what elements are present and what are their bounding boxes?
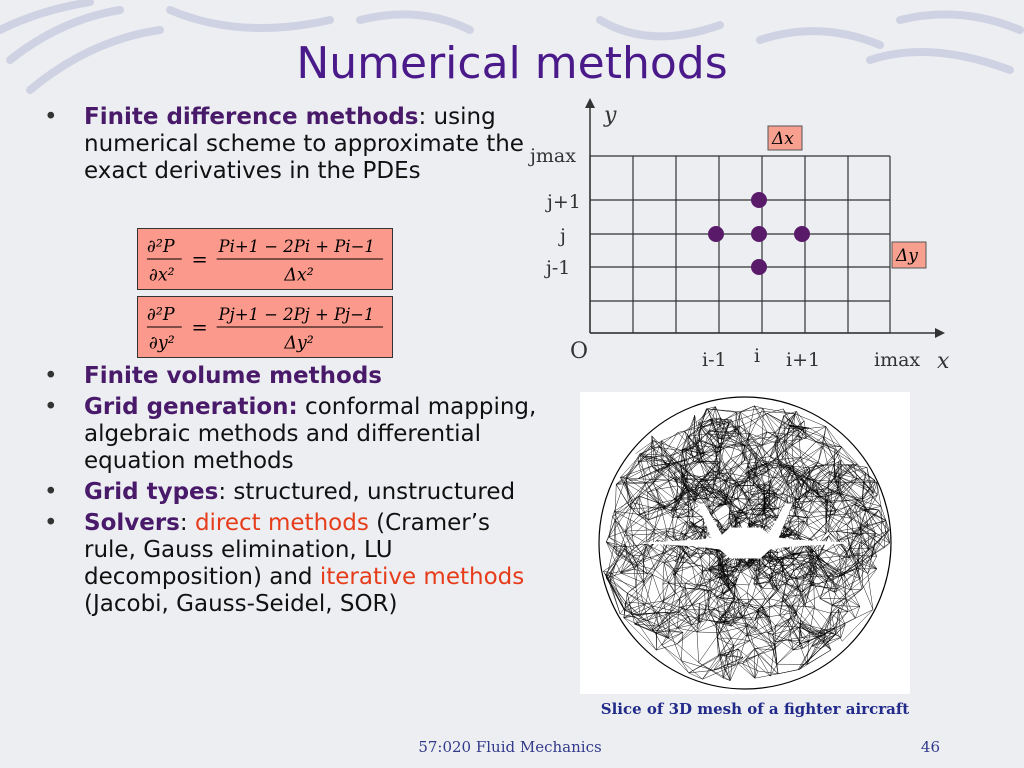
slide-footer: 57:020 Fluid Mechanics [418, 738, 602, 756]
stencil-node-bottom [751, 259, 767, 275]
x-axis-arrow [935, 328, 945, 338]
svg-text:Δx²: Δx² [284, 265, 314, 286]
unstructured-mesh-image [580, 392, 910, 694]
x-axis-label: x [937, 349, 950, 374]
grid-lines [590, 156, 890, 333]
bullet-grid-generation: • Grid generation: conformal mapping, algebraic methods and differential equation methods [44, 394, 544, 475]
stencil-node-left [708, 226, 724, 242]
bullet-finite-volume: • Finite volume methods [44, 363, 544, 390]
page-number: 46 [920, 738, 940, 756]
y-axis-label: y [604, 103, 617, 128]
col-label-i: i [754, 345, 761, 367]
row-label-j-minus-1: j-1 [546, 257, 571, 279]
svg-text:∂x²: ∂x² [148, 265, 175, 286]
svg-text:∂y²: ∂y² [148, 333, 175, 354]
row-label-jmax: jmax [530, 145, 576, 167]
col-label-imax: imax [874, 349, 921, 371]
bullet-solvers: • Solvers: direct methods (Cramer’s rule, Gauss elimination, LU decomposition) and iterative methods (Jacobi, Gauss-Seidel, SOR) [44, 510, 544, 618]
svg-text:=: = [191, 247, 208, 271]
formula-d2p-dx2 [137, 228, 393, 290]
dx-label: Δx [772, 129, 794, 149]
stencil-node-right [794, 226, 810, 242]
bullet-finite-difference: • Finite difference methods: using numerical scheme to approximate the exact derivatives in the PDEs [44, 104, 544, 185]
svg-text:Pj+1 − 2Pj + Pj−1: Pj+1 − 2Pj + Pj−1 [218, 305, 375, 325]
slide-title: Numerical methods [296, 38, 728, 89]
row-label-j-plus-1: j+1 [547, 191, 581, 213]
mesh-caption: Slice of 3D mesh of a fighter aircraft [600, 700, 910, 718]
bullet-list [44, 104, 544, 618]
col-label-i-plus-1: i+1 [786, 349, 821, 371]
bullet-grid-types: • Grid types: structured, unstructured [44, 479, 544, 506]
svg-text:∂²P: ∂²P [146, 305, 175, 326]
row-label-j: j [560, 225, 566, 247]
dy-label: Δy [896, 246, 918, 266]
origin-label: O [570, 339, 589, 364]
svg-text:∂²P: ∂²P [146, 237, 175, 258]
svg-text:=: = [191, 315, 208, 339]
svg-text:Pi+1 − 2Pi + Pi−1: Pi+1 − 2Pi + Pi−1 [218, 237, 375, 257]
col-label-i-minus-1: i-1 [702, 349, 727, 371]
stencil-node-center [751, 226, 767, 242]
y-axis-arrow [585, 98, 595, 108]
formula-d2p-dy2 [137, 296, 393, 358]
structured-grid-diagram [520, 96, 960, 386]
svg-text:Δy²: Δy² [284, 333, 314, 354]
stencil-node-top [751, 192, 767, 208]
